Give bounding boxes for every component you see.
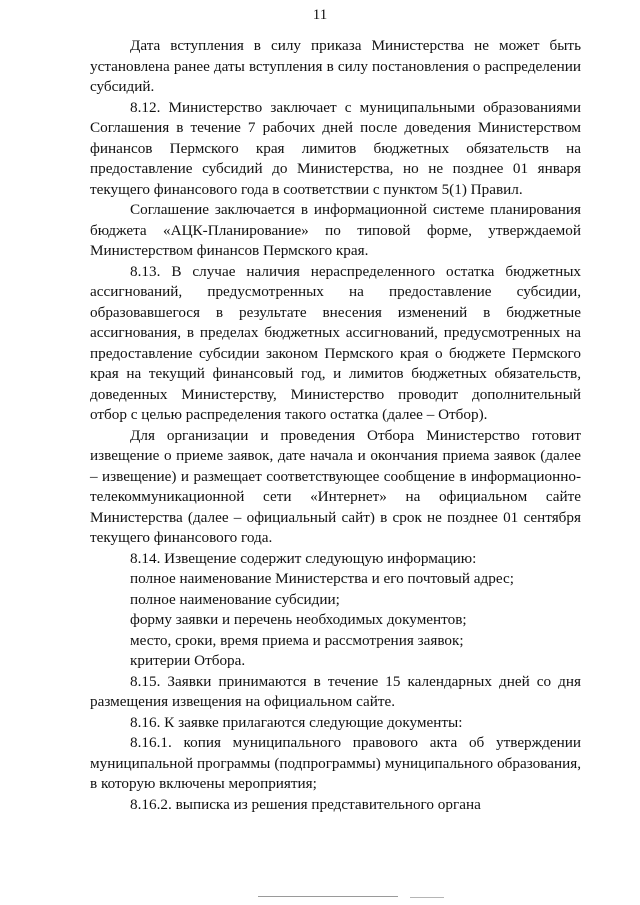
paragraph-8-15: 8.15. Заявки принимаются в течение 15 календарных дней со дня размещения извещения на официальном сайте. [90, 672, 581, 710]
paragraph-effective-date: Дата вступления в силу приказа Министерства не может быть установлена ранее даты вступления в силу постановления о распределении субсидий. [90, 37, 581, 95]
paragraph-8-16-1: 8.16.1. копия муниципального правового акта об утверждении муниципальной программы (подпрограммы) муниципального образования, в которую включены мероприятия; [90, 734, 581, 792]
notice-item-ministry-name: полное наименование Министерства и его почтовый адрес; [130, 570, 514, 587]
paragraph-agreement: Соглашение заключается в информационной системе планирования бюджета «АЦК-Планирование» по типовой форме, утверждаемой Министерством финансов Пермского края. [90, 201, 581, 259]
page-number: 11 [312, 7, 328, 23]
notice-item-application-form: форму заявки и перечень необходимых документов; [130, 611, 467, 628]
paragraph-8-16: 8.16. К заявке прилагаются следующие документы: [130, 713, 463, 731]
paragraph-8-12: 8.12. Министерство заключает с муниципальными образованиями Соглашения в течение 7 рабочих дней после доведения Министерством финансов Пермского края лимитов бюджетных обязательств на предоставление субсидий до Министерства, но не позднее 01 января текущего финансового года в соответствии с пунктом 5(1) Правил. [90, 98, 581, 198]
scan-artifact-line [258, 896, 398, 897]
paragraph-selection-notice: Для организации и проведения Отбора Министерство готовит извещение о приеме заявок, дате начала и окончания приема заявок (далее – извещение) и размещает соответствующее сообщение в информационно-телекоммуникационной сети «Интернет» на официальном сайте Министерства (далее – официальный сайт) в срок не позднее 01 сентября текущего финансового года. [90, 426, 581, 546]
notice-item-criteria: критерии Отбора. [130, 652, 246, 669]
paragraph-8-14: 8.14. Извещение содержит следующую информацию: [130, 549, 477, 567]
scan-artifact-line-short [410, 897, 444, 898]
paragraph-8-16-2: 8.16.2. выписка из решения представительного органа [130, 795, 481, 813]
document-body [90, 36, 581, 815]
notice-item-subsidy-name: полное наименование субсидии; [130, 590, 340, 608]
notice-item-place-timing: место, сроки, время приема и рассмотрения заявок; [130, 631, 464, 649]
paragraph-8-13: 8.13. В случае наличия нераспределенного остатка бюджетных ассигнований, предусмотренных на предоставление субсидии, образовавшегося в результате внесения изменений в бюджетные ассигнования, в пределах бюджетных ассигнований, предусмотренных на предоставление субсидии законом Пермского края о бюджете Пермского края на текущий финансовый год, и лимитов бюджетных обязательств, доведенных Министерству, Министерство проводит дополнительный отбор с целью распределения такого остатка (далее – Отбор). [90, 262, 581, 423]
